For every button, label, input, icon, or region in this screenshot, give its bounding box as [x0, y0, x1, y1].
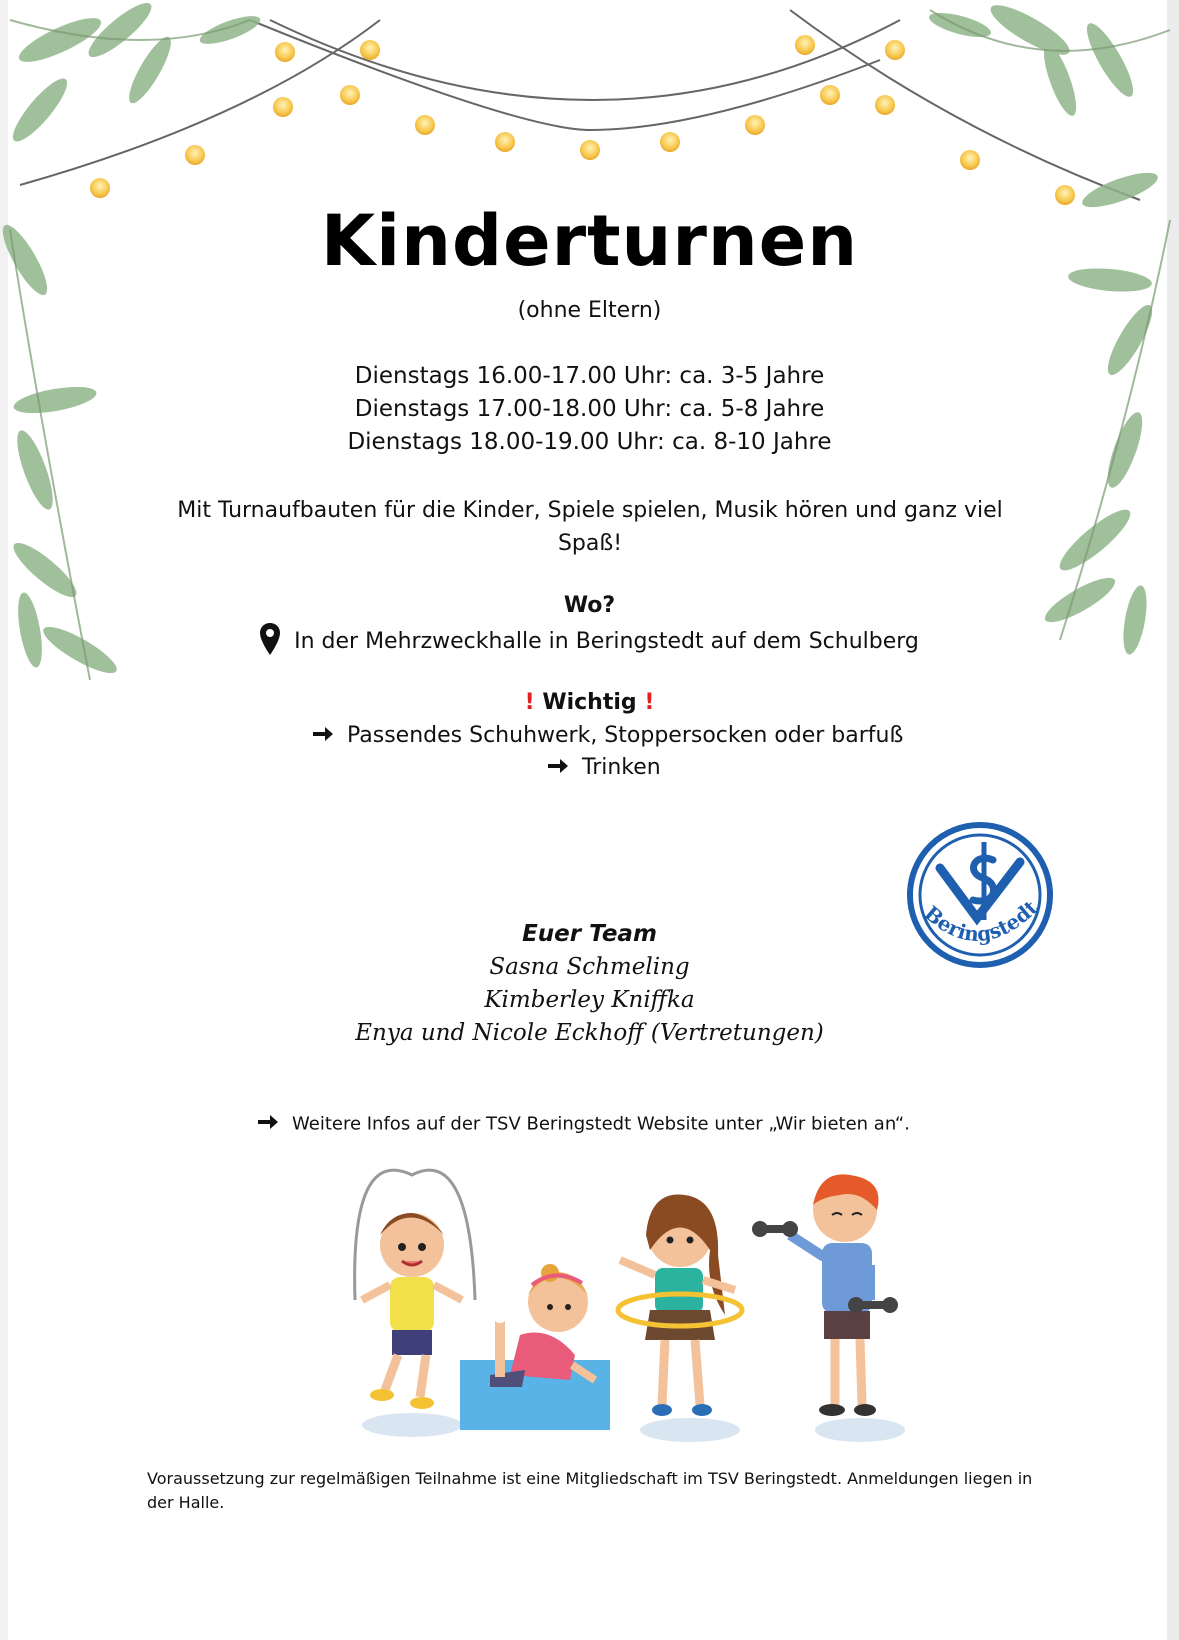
arrow-right-icon: [313, 724, 333, 749]
important-item-text: Passendes Schuhwerk, Stoppersocken oder barfuß: [347, 723, 904, 748]
more-info-line: [258, 1113, 910, 1136]
description: Mit Turnaufbauten für die Kinder, Spiele spielen, Musik hören und ganz viel Spaß!: [177, 498, 1003, 556]
arrow-right-icon: [258, 1113, 278, 1136]
important-label: Wichtig: [542, 690, 637, 715]
location-text: In der Mehrzweckhalle in Beringstedt auf dem Schulberg: [294, 629, 919, 654]
where-heading: Wo?: [563, 593, 616, 618]
team-section: [0, 918, 1179, 1050]
important-item: [548, 755, 661, 781]
important-item-text: Trinken: [582, 755, 661, 780]
exclamation-icon: !: [644, 690, 655, 715]
schedule-line: Dienstags 17.00-18.00 Uhr: ca. 5-8 Jahre: [354, 396, 825, 422]
logo-text: Beringstedt: [919, 895, 1043, 947]
team-member: Enya und Nicole Eckhoff (Vertretungen): [355, 1020, 824, 1046]
team-member: Kimberley Kniffka: [484, 987, 695, 1013]
exclamation-icon: !: [524, 690, 535, 715]
arrow-right-icon: [548, 756, 568, 781]
important-item: [313, 723, 903, 749]
page-title: Kinderturnen: [320, 200, 859, 282]
kids-exercising-illustration: [350, 1165, 910, 1445]
footer-note: Voraussetzung zur regelmäßigen Teilnahme ist eine Mitgliedschaft im TSV Beringstedt. Anmeldungen liegen in der Halle.: [147, 1469, 1033, 1512]
location-line: [0, 623, 1179, 661]
location-pin-icon: [260, 623, 280, 661]
team-member: Sasna Schmeling: [489, 954, 690, 980]
team-heading: Euer Team: [522, 921, 657, 947]
subtitle: (ohne Eltern): [517, 298, 662, 323]
schedule-list: [0, 360, 1179, 459]
schedule-line: Dienstags 18.00-19.00 Uhr: ca. 8-10 Jahre: [347, 429, 832, 455]
important-heading: [0, 690, 1179, 715]
schedule-line: Dienstags 16.00-17.00 Uhr: ca. 3-5 Jahre: [354, 363, 825, 389]
more-info-text: Weitere Infos auf der TSV Beringstedt Website unter „Wir bieten an“.: [292, 1113, 910, 1135]
